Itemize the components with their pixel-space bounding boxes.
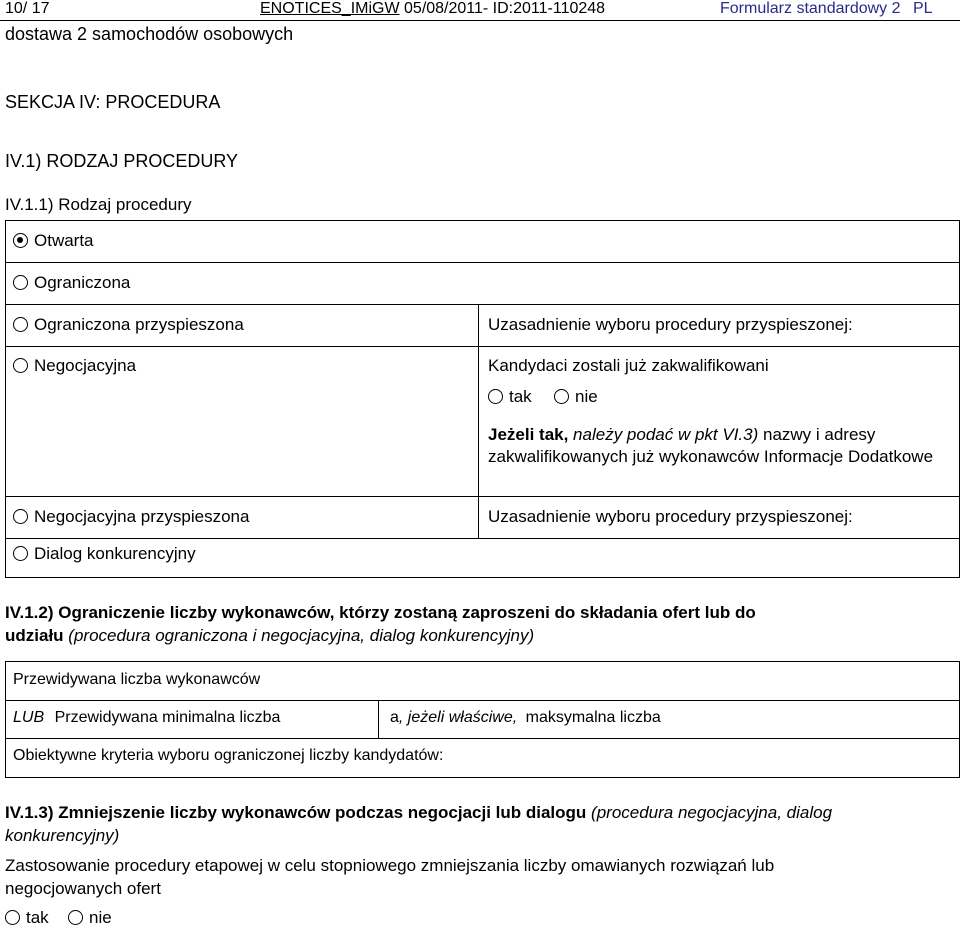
radio-icon[interactable] xyxy=(68,910,83,925)
a-text: a xyxy=(390,709,399,726)
min-label xyxy=(13,709,280,727)
doc-id: - ID:2011-110248 xyxy=(482,0,606,17)
s413-heading-italic: (procedura negocjacyjna, dialog xyxy=(586,803,833,822)
jezeli-rest: nazwy i adresy zakwalifikowanych już wykonawców Informacje Dodatkowe xyxy=(488,425,934,466)
document-title: dostawa 2 samochodów osobowych xyxy=(5,24,294,44)
kandydaci-nie[interactable] xyxy=(554,387,598,407)
option-label: Ograniczona przyspieszona xyxy=(34,315,244,334)
option-ograniczona[interactable] xyxy=(13,273,130,293)
jezeli-wlasciwe: , jeżeli właściwe, xyxy=(398,709,518,726)
doc-date: 05/08/2011 xyxy=(404,0,483,17)
etapowa-tak[interactable] xyxy=(5,908,49,928)
option-label: Negocjacyjna przyspieszona xyxy=(34,507,250,526)
lub-label: LUB xyxy=(13,709,45,726)
option-label: Negocjacyjna xyxy=(34,356,137,375)
max-label xyxy=(390,709,661,727)
option-label: nie xyxy=(575,387,598,406)
s413-heading-bold: IV.1.3) Zmniejszenie liczby wykonawców podczas negocjacji lub dialogu xyxy=(5,803,587,822)
min-text: Przewidywana minimalna liczba xyxy=(54,709,281,726)
page-number: 10/ 17 xyxy=(5,0,50,17)
max-text: maksymalna liczba xyxy=(525,709,661,726)
radio-icon[interactable] xyxy=(13,358,28,373)
radio-icon[interactable] xyxy=(13,546,28,561)
option-otwarta[interactable] xyxy=(13,231,94,251)
s413-heading-line1 xyxy=(5,803,832,823)
option-negocjacyjna[interactable] xyxy=(13,356,136,376)
s413-heading-line2: konkurencyjny) xyxy=(5,826,120,845)
option-label: tak xyxy=(26,908,49,927)
radio-icon[interactable] xyxy=(554,389,569,404)
kandydaci-tak[interactable] xyxy=(488,387,532,407)
option-label: tak xyxy=(509,387,532,406)
section-title: SEKCJA IV: PROCEDURA xyxy=(5,92,221,112)
option-label: Ograniczona xyxy=(34,273,131,292)
uzasadnienie-label-2: Uzasadnienie wyboru procedury przyspieszonej: xyxy=(488,507,853,526)
zastosowanie-line2: negocjowanych ofert xyxy=(5,879,161,898)
jezeli-note xyxy=(488,424,948,468)
radio-icon[interactable] xyxy=(13,509,28,524)
radio-icon[interactable] xyxy=(13,275,28,290)
option-negocjacyjna-przyspieszona[interactable] xyxy=(13,507,249,527)
header-separator xyxy=(0,20,960,21)
doc-prefix: ENOTICES_IMiGW xyxy=(260,0,400,17)
s412-heading-line2 xyxy=(5,626,534,646)
radio-icon[interactable] xyxy=(13,317,28,332)
option-ograniczona-przyspieszona[interactable] xyxy=(13,315,244,335)
kandydaci-label: Kandydaci zostali już zakwalifikowani xyxy=(488,356,769,375)
option-dialog[interactable] xyxy=(13,544,196,564)
uzasadnienie-label: Uzasadnienie wyboru procedury przyspieszonej: xyxy=(488,315,853,334)
option-label: Dialog konkurencyjny xyxy=(34,544,196,563)
s412-heading-bold: udziału xyxy=(5,626,64,645)
s412-heading-line1: IV.1.2) Ograniczenie liczby wykonawców, którzy zostaną zaproszeni do składania ofert lub do xyxy=(5,603,756,622)
form-label xyxy=(720,0,933,18)
option-label: Otwarta xyxy=(34,231,94,250)
zastosowanie-line1: Zastosowanie procedury etapowej w celu stopniowego zmniejszania liczby omawianych rozwiązań lub xyxy=(5,856,775,875)
option-label: nie xyxy=(89,908,112,927)
jezeli-bold: Jeżeli tak, xyxy=(488,425,569,444)
jezeli-italic: należy podać w pkt VI.3) xyxy=(568,425,759,444)
subsection-title: IV.1) RODZAJ PROCEDURY xyxy=(5,151,239,171)
subsubsection-title: IV.1.1) Rodzaj procedury xyxy=(5,195,192,214)
etapowa-nie[interactable] xyxy=(68,908,112,928)
document-id xyxy=(260,0,605,18)
przewidywana-label: Przewidywana liczba wykonawców xyxy=(13,671,261,688)
s412-heading-italic: (procedura ograniczona i negocjacyjna, dialog konkurencyjny) xyxy=(63,626,535,645)
radio-checked-icon[interactable] xyxy=(13,233,28,248)
form-lang: PL xyxy=(912,0,933,17)
obiektywne-label: Obiektywne kryteria wyboru ograniczonej liczby kandydatów: xyxy=(13,747,444,764)
form-name: Formularz standardowy 2 xyxy=(720,0,901,17)
radio-icon[interactable] xyxy=(488,389,503,404)
radio-icon[interactable] xyxy=(5,910,20,925)
